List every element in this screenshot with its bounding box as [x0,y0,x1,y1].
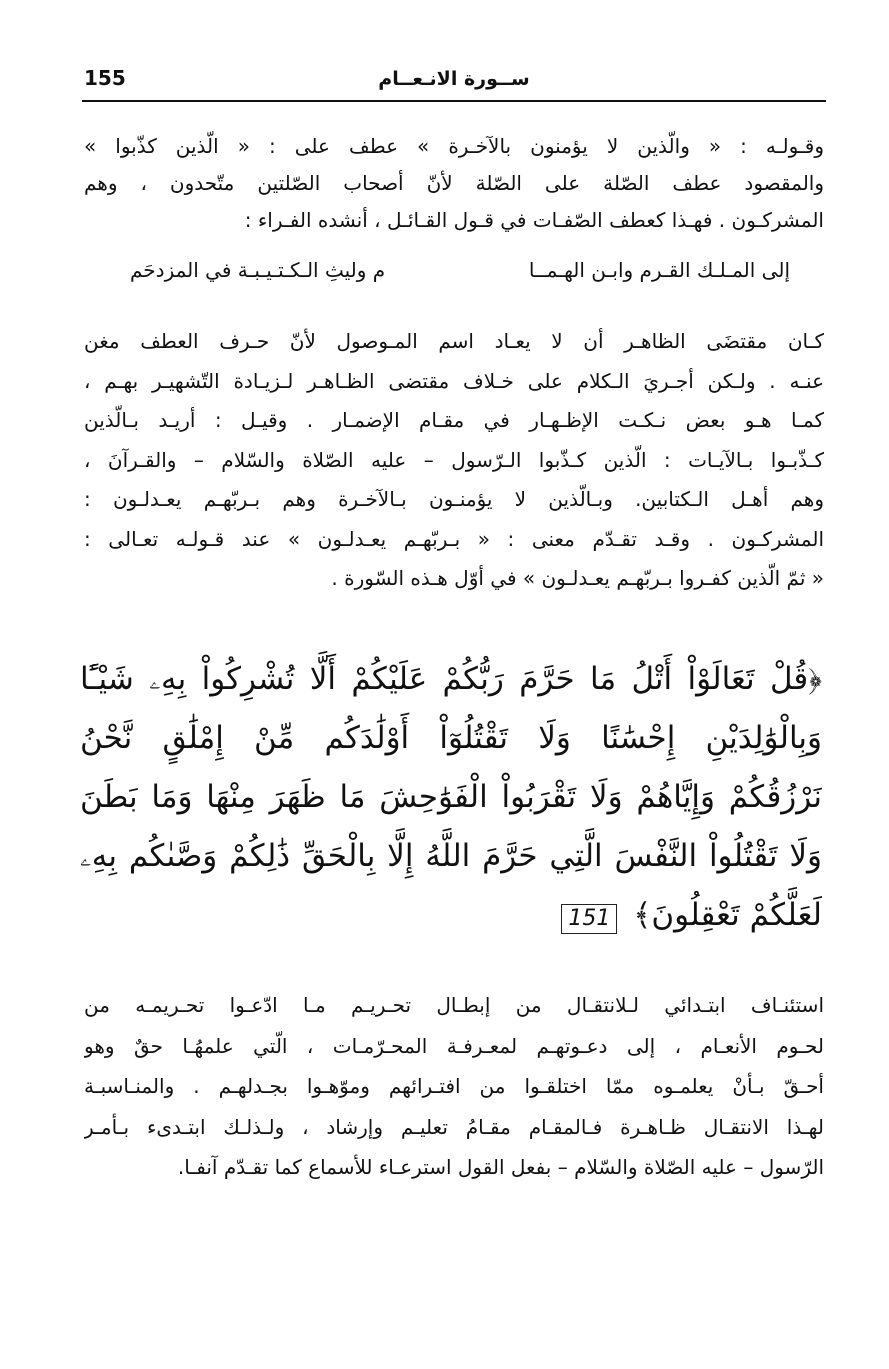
paragraph-1 [84,128,824,239]
verse-number: 151 [561,904,617,934]
poem-first-hemistich: إلى المـلـك القـرم وابـن الهـمــا [528,258,790,282]
text-line: كـان مقتضَى الظاهـر أن لا يعـاد اسم المـوصول لأنّ حـرف العطف مغن [84,329,824,353]
quran-last-line [80,886,822,945]
paragraph-2 [84,322,824,599]
poem-second-hemistich: م وليثِ الـكـتـيـبـة في المزدحَم [130,258,386,282]
quran-line: وَلَا تَقْتُلُواْ النَّفْسَ الَّتِي حَرَّمَ اللَّهُ إِلَّا بِالْحَقِّ ذَٰلِكُمْ وَصَّىٰكُم بِهِۦ [80,838,822,874]
text-line: كـذّبـوا بـالآيـات : الّذين كـذّبوا الـرّسول – عليه الصّلاة والسّلام – والقـرآنَ ، [84,447,824,472]
quran-line: نَرْزُقُكُمْ وَإِيَّاهُمْ وَلَا تَقْرَبُواْ الْفَوَٰحِشَ مَا ظَهَرَ مِنْهَا وَمَا بَطَنَ [80,779,822,815]
poetry-verse [130,258,790,298]
text-line: عنـه . ولـكن أجـريَ الـكلام على خـلاف مقتضى الظـاهـر لـزيـادة التّشهيـر بهـم ، [84,368,824,393]
text-line: المشركـون . فهـذا كعطف الصّفـات في قـول القـائـل ، أنشده الفـراء : [244,208,824,232]
text-line: وقـولـه : « والّذين لا يؤمنون بالآخـرة » عطف على : « الّذين كذّبوا » [84,134,824,158]
page-number: 155 [84,66,126,90]
text-line: الرّسول – عليه الصّلاة والسّلام – بفعل القول استرعـاء للأسماع كما تقـدّم آنفـا. [177,1155,824,1179]
text-line: لهـذا الانتقـال ظـاهـرة فـالمقـام مقـامُ تعليـم وإرشاد ، ولـذلـك ابتـدىء بـأمـر [84,1114,824,1139]
quran-line-text: لَعَلَّكُمْ تَعْقِلُونَ﴾ [633,897,822,933]
paragraph-3 [84,985,824,1188]
text-line: المشركـون . وقـد تقـدّم معنى : « بـربّهـم يعـدلـون » عند قـولـه تعـالى : [84,526,824,551]
quran-line: ﴿قُلْ تَعَالَوْاْ أَتْلُ مَا حَرَّمَ رَبُّكُمْ عَلَيْكُمْ أَلَّا تُشْرِكُواْ بِهِۦ شَيْـًٔا [80,661,822,697]
text-line: والمقصود عطف الصّلة على الصّلة لأنّ أصحاب الصّلتين متّحدون ، وهم [84,171,824,195]
text-line: وهم أهـل الـكتابين. وبـالّذين لا يؤمنـون بـالآخـرة وهم بـربّهـم يعـدلـون : [84,487,824,511]
header-rule [82,100,826,102]
page-header [84,62,824,98]
text-line: كمـا هـو بعض نـكـت الإظـهـار في مقـام الإضمـار . وقيـل : أريـد بـالّذين [84,408,824,432]
text-line: أحـقّ بـأنْ يعلمـوه ممّا اختلقـوا من افتـرائهم وموّهـوا بجـدلهـم . والمنـاسبـة [84,1074,824,1098]
quran-line: وَبِالْوَٰلِدَيْنِ إِحْسَٰنًا وَلَا تَقْتُلُوٓاْ أَوْلَٰدَكُم مِّنْ إِمْلَٰقٍ نَّحْنُ [80,720,822,756]
quran-verse-block [80,650,822,945]
running-title: ســورة الانـعــام [378,68,530,90]
text-line: « ثمّ الّذين كفـروا بـربّهـم يعـدلـون » في أوّل هـذه السّورة . [331,566,824,590]
text-line: لحـوم الأنعـام ، إلى دعـوتهـم لمعـرفـة المحـرّمـات ، الّتي علمهُـا حقٌ وهو [84,1033,824,1058]
text-line: استئنـاف ابتـدائي لـلانتقـال من إبطـال تحـريـم مـا ادّعـوا تحـريمـه من [84,993,824,1017]
